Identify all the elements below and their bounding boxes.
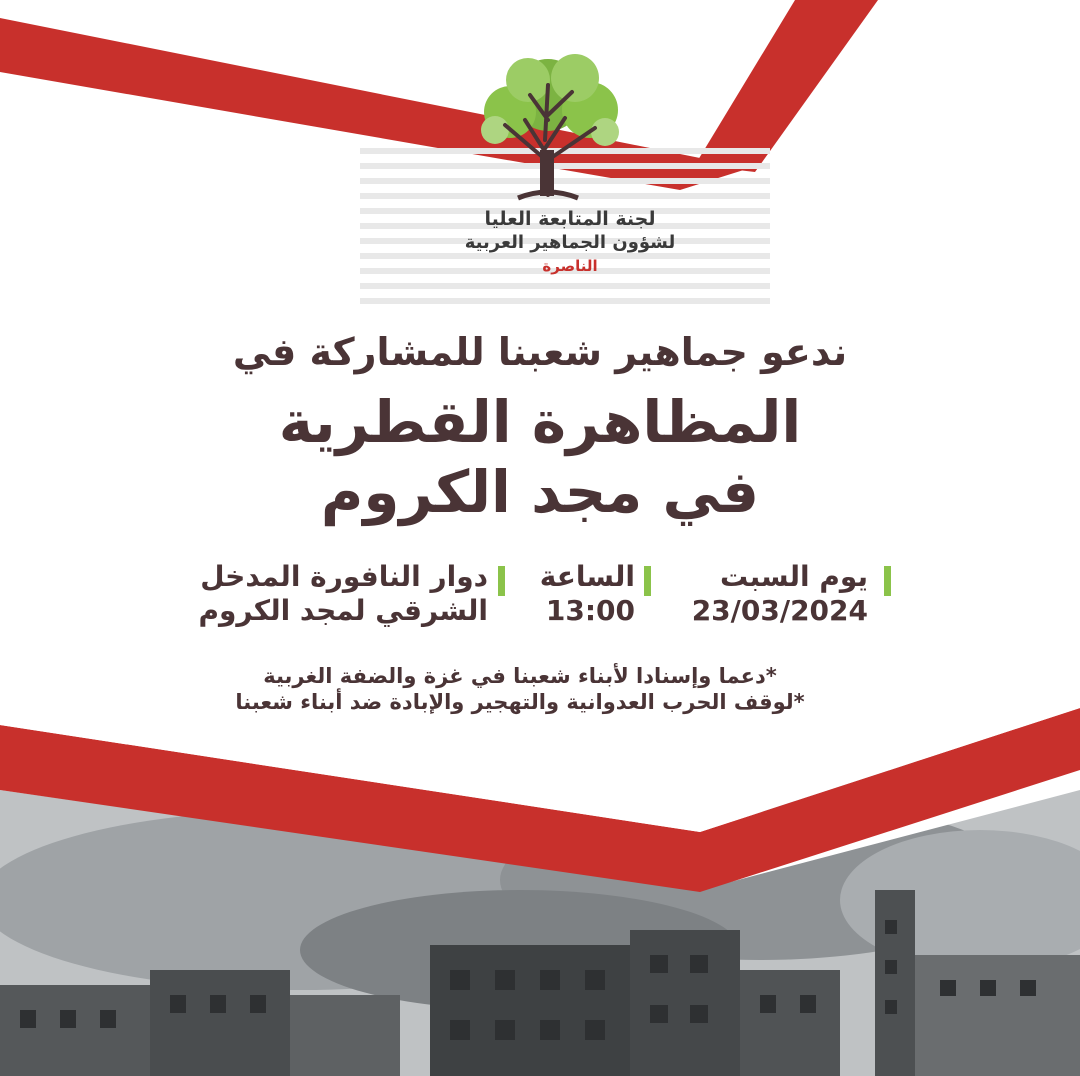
invitation-text: ندعو جماهير شعبنا للمشاركة في (232, 330, 848, 374)
event-title-line2: في مجد الكروم (320, 458, 760, 526)
day-label: يوم السبت (719, 560, 868, 593)
time-block (525, 560, 635, 628)
location-line2: الشرقي لمجد الكروم (198, 594, 488, 627)
organization-name-line1: لجنة المتابعة العليا (484, 208, 656, 230)
event-date: 23/03/2024 (691, 594, 868, 627)
event-time: 13:00 (545, 594, 635, 627)
location-accent-bar (498, 566, 505, 596)
location-block (188, 560, 488, 628)
day-accent-bar (884, 566, 891, 596)
event-title-line1: المظاهرة القطرية (278, 388, 802, 456)
time-label: الساعة (539, 560, 635, 593)
organization-city: الناصرة (542, 257, 598, 275)
organization-name-line2: لشؤون الجماهير العربية (464, 232, 676, 253)
time-accent-bar (644, 566, 651, 596)
location-line1: دوار النافورة المدخل (200, 560, 488, 593)
top-right-ribbon (695, 0, 878, 172)
purpose-line-1: *دعما وإسنادا لأبناء شعبنا في غزة والضفة الغربية (263, 664, 777, 688)
purpose-line-2: *لوقف الحرب العدوانية والتهجير والإبادة ضد أبناء شعبنا (235, 690, 805, 714)
olive-tree-logo-icon (481, 54, 619, 198)
day-block (668, 560, 868, 628)
